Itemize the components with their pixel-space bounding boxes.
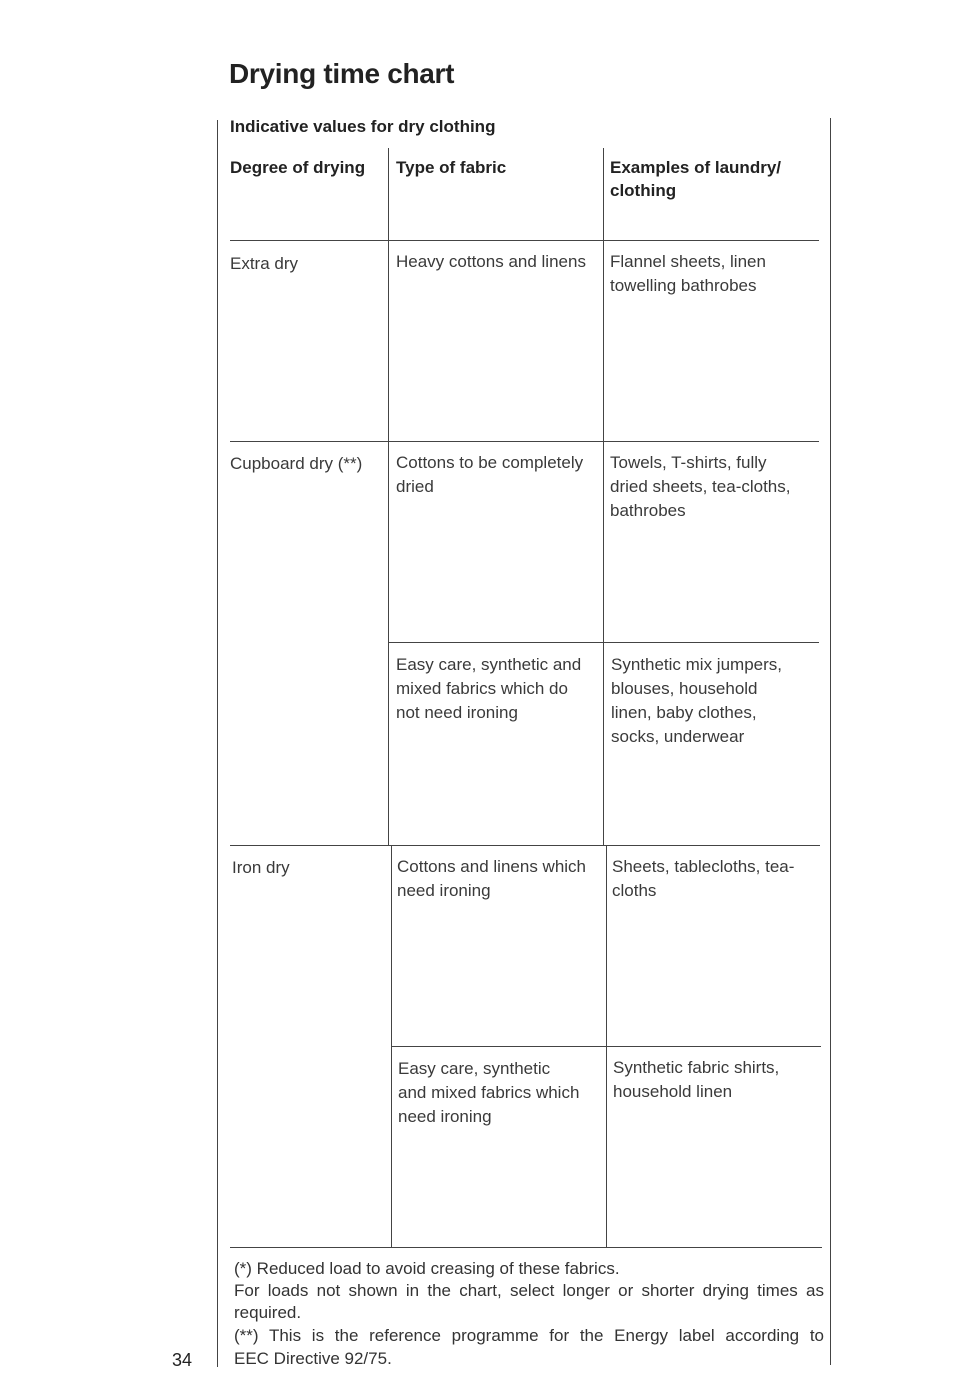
footnote-energy-label-line-2: EEC Directive 92/75. [234,1349,392,1368]
header-examples-line-1: Examples of laundry/ [610,158,781,177]
text-line: need ironing [398,1107,492,1126]
text-line: socks, underwear [611,727,745,746]
header-type-of-fabric: Type of fabric [396,158,507,177]
text-line: not need ironing [396,703,518,722]
row-2-degree: Cupboard dry (**) [230,454,363,473]
row-5-fabric [398,1057,579,1129]
row-3-fabric [396,653,581,725]
text-line: need ironing [397,881,491,900]
row-4-examples [612,855,794,903]
text-line: Flannel sheets, linen [610,252,766,271]
footnote-energy-label-line-1: (**) This is the reference programme for the Energy label according to [234,1326,824,1345]
header-examples-line-2: clothing [610,181,677,200]
column-divider-1-lower [391,846,392,1248]
header-examples [610,156,781,202]
header-degree-of-drying: Degree of drying [230,158,366,177]
page-title: Drying time chart [229,58,455,89]
row-5-examples [613,1056,779,1104]
row-2-fabric [396,451,583,499]
footnote-loads-line-1: For loads not shown in the chart, select longer or shorter drying times as [234,1281,824,1300]
column-divider-1 [388,148,389,846]
text-line: bathrobes [610,501,686,520]
text-line: Easy care, synthetic [398,1059,551,1078]
header-rule [230,240,819,241]
row-3-examples [611,653,782,749]
footnote-loads-line-2: required. [234,1303,302,1322]
text-line: Sheets, tablecloths, tea- [612,857,795,876]
text-line: cloths [612,881,657,900]
row-4-fabric [397,855,586,903]
row-4-degree: Iron dry [232,858,290,877]
right-margin-rule [830,118,831,1365]
text-line: dried sheets, tea-cloths, [610,477,791,496]
left-margin-rule [217,120,218,1367]
row-rule-4 [391,1046,821,1047]
text-line: Towels, T-shirts, fully [610,453,767,472]
text-line: mixed fabrics which do [396,679,568,698]
text-line: Cottons to be completely [396,453,584,472]
row-2-examples [610,451,790,523]
text-line: Easy care, synthetic and [396,655,582,674]
page-number: 34 [172,1350,193,1370]
table-bottom-rule [230,1247,822,1248]
text-line: Heavy cottons and linens [396,252,586,271]
text-line: Synthetic mix jumpers, [611,655,782,674]
text-line: Cottons and linens which [397,857,587,876]
column-divider-2 [603,148,604,846]
row-1-degree: Extra dry [230,254,299,273]
row-rule-2 [388,642,819,643]
text-line: blouses, household [611,679,758,698]
row-1-examples [610,250,766,298]
text-line: and mixed fabrics which [398,1083,580,1102]
row-rule-1 [230,441,819,442]
text-line: linen, baby clothes, [611,703,757,722]
text-line: towelling bathrobes [610,276,757,295]
row-1-fabric [396,250,586,274]
column-divider-2-lower [606,846,607,1248]
footnote-reduced-load: (*) Reduced load to avoid creasing of these fabrics. [234,1259,620,1278]
text-line: dried [396,477,434,496]
text-line: household linen [613,1082,733,1101]
table-subtitle: Indicative values for dry clothing [230,117,496,136]
text-line: Synthetic fabric shirts, [613,1058,780,1077]
row-rule-3 [230,845,820,846]
